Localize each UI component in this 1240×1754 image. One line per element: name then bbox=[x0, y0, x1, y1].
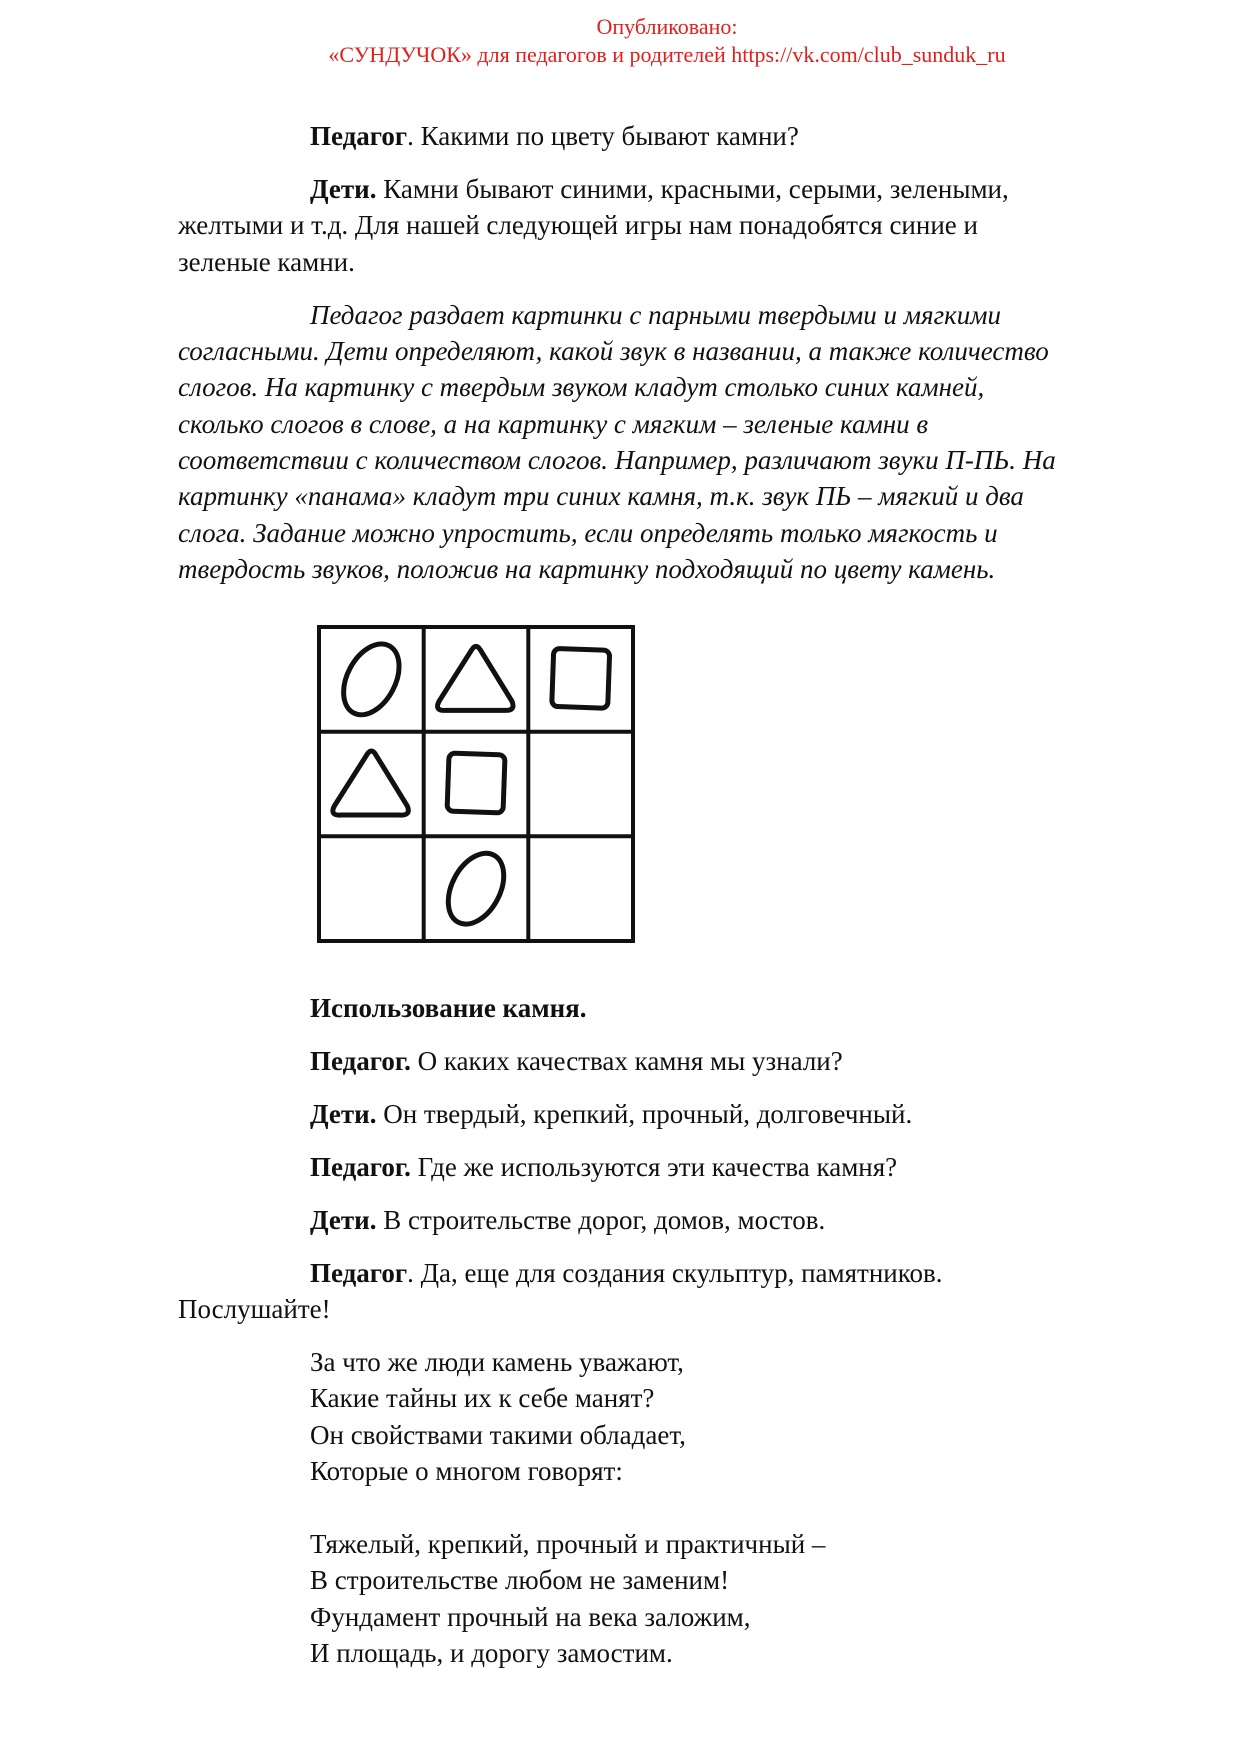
speech-text: Камни бывают синими, красными, серыми, зелеными, bbox=[376, 174, 1009, 204]
dialog-line: Послушайте! bbox=[178, 1294, 331, 1324]
poem-line: Какие тайны их к себе манят? bbox=[310, 1383, 655, 1413]
speaker-label: Дети. bbox=[310, 1099, 377, 1129]
instruction-line: слога. Задание можно упростить, если определять только мягкость и bbox=[178, 518, 998, 548]
speaker-label: Дети. bbox=[310, 1205, 377, 1235]
speaker-label: Педагог bbox=[310, 1258, 408, 1288]
oval-shape bbox=[437, 844, 515, 934]
poem-line: В строительстве любом не заменим! bbox=[310, 1565, 730, 1595]
dialog-line bbox=[310, 118, 799, 154]
dialog-line bbox=[310, 1096, 912, 1132]
oval-shape bbox=[332, 635, 410, 725]
dialog-line: желтыми и т.д. Для нашей следующей игры нам понадобятся синие и bbox=[178, 210, 978, 240]
dialog-line bbox=[310, 171, 1009, 207]
square-shape bbox=[552, 648, 610, 708]
instruction-line: твердость звуков, положив на картинку подходящий по цвету камень. bbox=[178, 554, 996, 584]
instruction-line: сколько слогов в слове, а на картинку с мягким – зеленые камни в bbox=[178, 409, 929, 439]
grid-border bbox=[319, 627, 633, 941]
instruction-line: Педагог раздает картинки с парными твердыми и мягкими bbox=[310, 300, 1001, 330]
square-shape bbox=[447, 753, 505, 813]
speaker-label: Педагог. bbox=[310, 1152, 411, 1182]
triangle-shape bbox=[333, 751, 408, 815]
dialog-line bbox=[310, 1202, 825, 1238]
poem-line: Он свойствами такими обладает, bbox=[310, 1420, 686, 1450]
instruction-line: соответствии с количеством слогов. Например, различают звуки П-ПЬ. На bbox=[178, 445, 1056, 475]
speech-text: . Да, еще для создания скульптур, памятников. bbox=[407, 1258, 943, 1288]
speaker-label: Дети. bbox=[310, 174, 377, 204]
header-published: Опубликовано: bbox=[596, 14, 738, 39]
poem-line: И площадь, и дорогу замостим. bbox=[310, 1638, 673, 1668]
shapes-grid-figure bbox=[310, 620, 650, 950]
speaker-label: Педагог bbox=[310, 121, 408, 151]
header-source: «СУНДУЧОК» для педагогов и родителей https://vk.com/club_sunduk_ru bbox=[328, 42, 1006, 67]
instruction-line: картинку «панама» кладут три синих камня, т.к. звук ПЬ – мягкий и два bbox=[178, 481, 1024, 511]
poem-line: Фундамент прочный на века заложим, bbox=[310, 1602, 751, 1632]
dialog-line bbox=[310, 1149, 897, 1185]
speaker-label: Педагог. bbox=[310, 1046, 411, 1076]
speech-text: Где же используются эти качества камня? bbox=[410, 1152, 898, 1182]
speech-text: . Какими по цвету бывают камни? bbox=[407, 121, 799, 151]
instruction-line: согласными. Дети определяют, какой звук в названии, а также количество bbox=[178, 336, 1049, 366]
section-title: Использование камня. bbox=[310, 993, 587, 1023]
dialog-line bbox=[310, 1043, 843, 1079]
poem-line: Которые о многом говорят: bbox=[310, 1456, 623, 1486]
dialog-line: зеленые камни. bbox=[178, 247, 355, 277]
speech-text: В строительстве дорог, домов, мостов. bbox=[376, 1205, 826, 1235]
triangle-shape bbox=[438, 646, 513, 710]
speech-text: О каких качествах камня мы узнали? bbox=[410, 1046, 843, 1076]
dialog-line bbox=[310, 1255, 942, 1291]
poem-line: Тяжелый, крепкий, прочный и практичный – bbox=[310, 1529, 826, 1559]
speech-text: Он твердый, крепкий, прочный, долговечный. bbox=[376, 1099, 913, 1129]
instruction-line: слогов. На картинку с твердым звуком кладут столько синих камней, bbox=[178, 372, 985, 402]
poem-line: За что же люди камень уважают, bbox=[310, 1347, 684, 1377]
